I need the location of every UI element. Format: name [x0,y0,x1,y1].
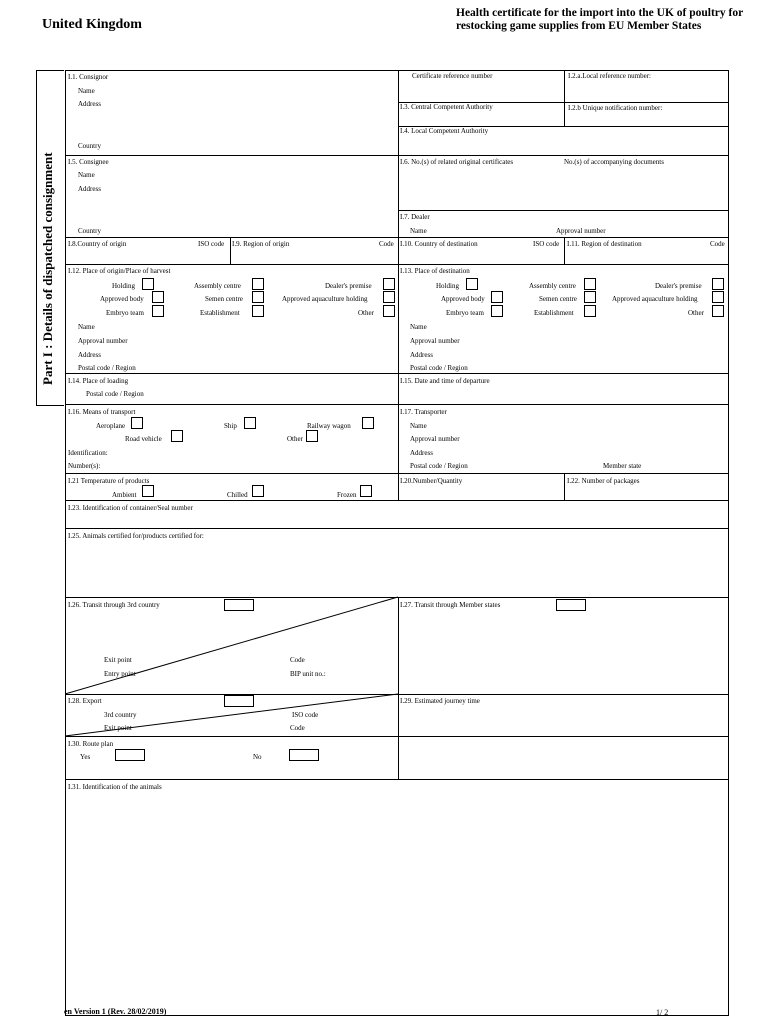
semen-centre-label: Semen centre [205,295,243,303]
dest-other-checkbox[interactable] [712,305,724,317]
dest-semen-label: Semen centre [539,295,577,303]
bip-unit-label: BIP unit no.: [290,670,326,678]
frozen-checkbox[interactable] [360,485,372,497]
origin-approval-label: Approval number [78,337,128,345]
lca-label: I.4. Local Competent Authority [400,127,489,135]
dest-dealers-checkbox[interactable] [712,278,724,290]
consignee-label: I.5. Consignee [68,158,109,166]
transit-ms-label: I.27. Transit through Member states [400,601,501,609]
number-quantity-label: I.20.Number/Quantity [400,477,463,485]
approved-body-checkbox[interactable] [152,291,164,303]
export-code-label: Code [290,724,305,732]
part-label: Part I : Details of dispatched consignment [40,152,55,385]
origin-address-label: Address [78,351,101,359]
route-plan-label: I.30. Route plan [68,740,114,748]
approved-body-label: Approved body [100,295,144,303]
footer-version: en Version 1 (Rev. 28/02/2019) [64,1007,167,1016]
semen-centre-checkbox[interactable] [252,291,264,303]
transporter-approval-label: Approval number [410,435,460,443]
road-vehicle-label: Road vehicle [125,435,162,443]
date-departure-label: I.15. Date and time of departure [400,377,490,385]
assembly-centre-label: Assembly centre [194,282,241,290]
transit-ms-box[interactable] [556,599,586,611]
cert-ref-label: Certificate reference number [412,72,493,80]
route-no-box[interactable] [289,749,319,761]
ship-checkbox[interactable] [244,417,256,429]
export-label: I.28. Export [68,697,102,705]
country-heading: United Kingdom [42,17,142,32]
dest-name-label: Name [410,323,427,331]
cca-label: I.3. Central Competent Authority [400,103,493,111]
transport-other-checkbox[interactable] [306,430,318,442]
transporter-address-label: Address [410,449,433,457]
railway-label: Railway wagon [307,422,351,430]
animal-id-label: I.31. Identification of the animals [68,783,162,791]
member-state-label: Member state [603,462,642,470]
holding-checkbox[interactable] [142,278,154,290]
number-packages-label: I.22. Number of packages [567,477,640,485]
transit-code-label: Code [290,656,305,664]
transporter-label: I.17. Transporter [400,408,447,416]
place-loading-label: I.14. Place of loading [68,377,129,385]
dest-holding-checkbox[interactable] [466,278,478,290]
transporter-name-label: Name [410,422,427,430]
consignor-country-label: Country [78,142,101,150]
consignee-address-label: Address [78,185,101,193]
chilled-label: Chilled [227,491,248,499]
place-dest-label: I.13. Place of destination [400,267,470,275]
iso-code-label: ISO code [198,240,225,248]
dest-establishment-checkbox[interactable] [584,305,596,317]
loading-postal-label: Postal code / Region [86,390,144,398]
transporter-postal-label: Postal code / Region [410,462,468,470]
holding-label: Holding [112,282,135,290]
assembly-centre-checkbox[interactable] [252,278,264,290]
route-yes-box[interactable] [115,749,145,761]
origin-name-label: Name [78,323,95,331]
consignee-country-label: Country [78,227,101,235]
means-transport-label: I.16. Means of transport [68,408,136,416]
route-yes-label: Yes [80,753,91,761]
dealer-label: I.7. Dealer [400,213,430,221]
dest-approved-body-label: Approved body [441,295,485,303]
exit-point-label: Exit point [104,656,132,664]
dest-other-label: Other [688,309,704,317]
related-certs-label: I.6. No.(s) of related original certificates [400,158,514,166]
region-origin-label: I.9. Region of origin [232,240,290,248]
code-label: Code [379,240,394,248]
dest-embryo-checkbox[interactable] [491,305,503,317]
dest-address-label: Address [410,351,433,359]
dealer-approval-label: Approval number [556,227,606,235]
export-box[interactable] [224,695,254,707]
dest-postal-label: Postal code / Region [410,364,468,372]
dealers-premise-checkbox[interactable] [383,278,395,290]
origin-postal-label: Postal code / Region [78,364,136,372]
dest-holding-label: Holding [436,282,459,290]
ambient-checkbox[interactable] [142,485,154,497]
establishment-label: Establishment [200,309,240,317]
embryo-team-label: Embryo team [106,309,144,317]
dest-aquaculture-label: Approved aquaculture holding [612,295,698,303]
region-dest-label: I.11. Region of destination [567,240,642,248]
country-dest-label: I.10. Country of destination [400,240,478,248]
consignee-name-label: Name [78,171,95,179]
dest-semen-checkbox[interactable] [584,291,596,303]
place-origin-label: I.12. Place of origin/Place of harvest [68,267,171,275]
chilled-checkbox[interactable] [252,485,264,497]
export-iso-label: ISO code [292,711,319,719]
establishment-checkbox[interactable] [252,305,264,317]
local-ref-label: I.2.a.Local reference number: [568,72,651,80]
dest-aquaculture-checkbox[interactable] [712,291,724,303]
ambient-label: Ambient [112,491,137,499]
consignor-label: I.1. Consignor [68,73,109,81]
consignor-name-label: Name [78,87,95,95]
railway-checkbox[interactable] [362,417,374,429]
page-number: 1/ 2 [656,1008,669,1017]
numbers-label: Number(s): [68,462,101,470]
embryo-team-checkbox[interactable] [152,305,164,317]
dest-embryo-label: Embryo team [446,309,484,317]
entry-point-label: Entry point [104,670,136,678]
route-no-label: No [253,753,262,761]
consignor-address-label: Address [78,100,101,108]
animals-certified-label: I.25. Animals certified for/products certified for: [68,532,204,540]
aeroplane-checkbox[interactable] [131,417,143,429]
accompanying-docs-label: No.(s) of accompanying documents [564,158,664,166]
code-dest-label: Code [710,240,725,248]
temperature-label: I.21 Temperature of products [68,477,150,485]
transit-3rd-label: I.26. Transit through 3rd country [68,601,160,609]
export-exit-label: Exit point [104,724,132,732]
dest-assembly-label: Assembly centre [529,282,576,290]
dest-approved-body-checkbox[interactable] [491,291,503,303]
dealer-name-label: Name [410,227,427,235]
frozen-label: Frozen [337,491,357,499]
dest-dealers-label: Dealer's premise [655,282,702,290]
approved-aquaculture-checkbox[interactable] [383,291,395,303]
other-checkbox[interactable] [383,305,395,317]
other-label: Other [358,309,374,317]
third-country-label: 3rd country [104,711,137,719]
certificate-title: Health certificate for the import into the UK of poultry for restocking game supplies from EU Member States [456,7,744,32]
dealers-premise-label: Dealer's premise [325,282,372,290]
transit-3rd-box[interactable] [224,599,254,611]
unique-notif-label: I.2.b Unique notification number: [568,104,663,112]
aeroplane-label: Aeroplane [96,422,126,430]
container-id-label: I.23. Identification of container/Seal number [68,504,193,512]
dest-establishment-label: Establishment [534,309,574,317]
journey-time-label: I.29. Estimated journey time [400,697,480,705]
dest-approval-label: Approval number [410,337,460,345]
iso-code-dest-label: ISO code [533,240,560,248]
ship-label: Ship [224,422,237,430]
identification-label: Identification: [68,449,108,457]
transport-other-label: Other [287,435,303,443]
country-origin-label: I.8.Country of origin [68,240,127,248]
road-vehicle-checkbox[interactable] [171,430,183,442]
approved-aquaculture-label: Approved aquaculture holding [282,295,368,303]
dest-assembly-checkbox[interactable] [584,278,596,290]
